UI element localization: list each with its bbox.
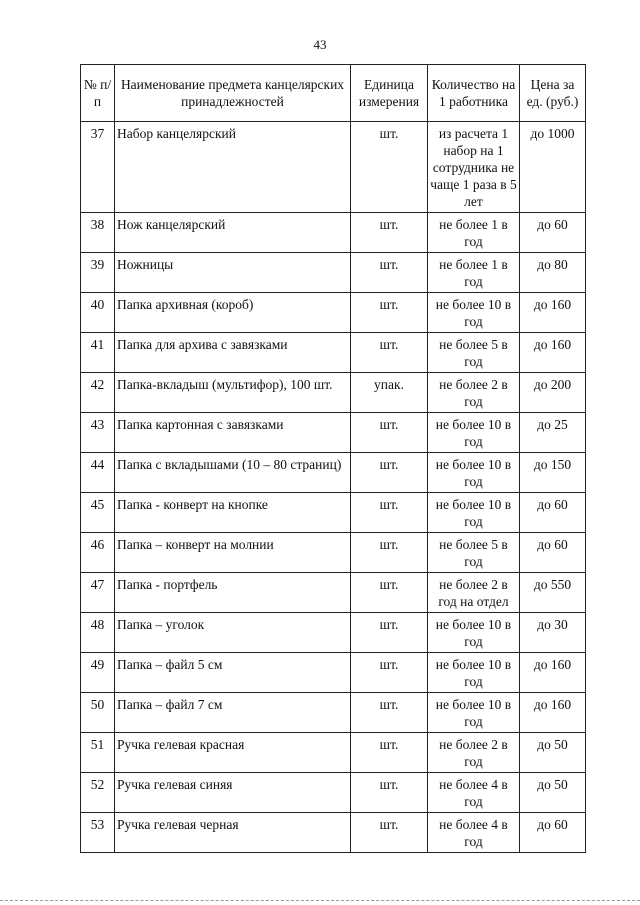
item-name: Ручка гелевая синяя	[115, 773, 351, 813]
bottom-rule	[0, 900, 640, 902]
item-unit: шт.	[351, 733, 428, 773]
item-name: Папка – файл 5 см	[115, 653, 351, 693]
item-price: до 60	[520, 213, 586, 253]
row-number: 50	[81, 693, 115, 733]
table-row	[81, 773, 586, 813]
item-name: Папка – уголок	[115, 613, 351, 653]
item-name: Набор канцелярский	[115, 122, 351, 213]
header-price: Цена за ед. (руб.)	[520, 65, 586, 122]
table-row	[81, 333, 586, 373]
table-row	[81, 613, 586, 653]
row-number: 48	[81, 613, 115, 653]
item-unit: шт.	[351, 533, 428, 573]
table-header-row	[81, 65, 586, 122]
table-row	[81, 733, 586, 773]
item-quantity: не более 10 в год	[428, 693, 520, 733]
item-name: Папка картонная с завязками	[115, 413, 351, 453]
table-row	[81, 493, 586, 533]
item-name: Папка – файл 7 см	[115, 693, 351, 733]
table-row	[81, 122, 586, 213]
table-body	[81, 122, 586, 853]
table-row	[81, 253, 586, 293]
item-unit: шт.	[351, 573, 428, 613]
item-unit: шт.	[351, 813, 428, 853]
item-quantity: не более 10 в год	[428, 453, 520, 493]
item-quantity: не более 10 в год	[428, 293, 520, 333]
row-number: 45	[81, 493, 115, 533]
item-quantity: не более 2 в год	[428, 373, 520, 413]
item-quantity: не более 2 в год на отдел	[428, 573, 520, 613]
row-number: 37	[81, 122, 115, 213]
row-number: 39	[81, 253, 115, 293]
row-number: 43	[81, 413, 115, 453]
item-price: до 550	[520, 573, 586, 613]
table-row	[81, 413, 586, 453]
item-name: Ручка гелевая черная	[115, 813, 351, 853]
item-name: Ручка гелевая красная	[115, 733, 351, 773]
item-unit: шт.	[351, 653, 428, 693]
item-unit: шт.	[351, 453, 428, 493]
item-unit: шт.	[351, 293, 428, 333]
item-unit: шт.	[351, 213, 428, 253]
item-price: до 50	[520, 733, 586, 773]
table-row	[81, 213, 586, 253]
item-name: Папка – конверт на молнии	[115, 533, 351, 573]
item-price: до 160	[520, 653, 586, 693]
item-unit: шт.	[351, 693, 428, 733]
row-number: 44	[81, 453, 115, 493]
row-number: 49	[81, 653, 115, 693]
supplies-table	[80, 64, 586, 853]
table-row	[81, 533, 586, 573]
item-price: до 80	[520, 253, 586, 293]
row-number: 40	[81, 293, 115, 333]
item-price: до 25	[520, 413, 586, 453]
item-name: Папка - конверт на кнопке	[115, 493, 351, 533]
item-unit: шт.	[351, 253, 428, 293]
table-row	[81, 813, 586, 853]
row-number: 46	[81, 533, 115, 573]
header-num: № п/п	[81, 65, 115, 122]
item-name: Папка - портфель	[115, 573, 351, 613]
item-price: до 160	[520, 333, 586, 373]
item-unit: шт.	[351, 333, 428, 373]
row-number: 47	[81, 573, 115, 613]
item-quantity: не более 10 в год	[428, 413, 520, 453]
item-quantity: не более 1 в год	[428, 213, 520, 253]
item-quantity: не более 2 в год	[428, 733, 520, 773]
row-number: 41	[81, 333, 115, 373]
table-row	[81, 293, 586, 333]
item-name: Папка с вкладышами (10 – 80 страниц)	[115, 453, 351, 493]
item-price: до 200	[520, 373, 586, 413]
item-price: до 60	[520, 813, 586, 853]
table-row	[81, 453, 586, 493]
item-price: до 160	[520, 293, 586, 333]
item-unit: шт.	[351, 413, 428, 453]
item-unit: шт.	[351, 493, 428, 533]
header-name: Наименование предмета канцелярских принадлежностей	[115, 65, 351, 122]
item-unit: шт.	[351, 122, 428, 213]
row-number: 42	[81, 373, 115, 413]
header-unit: Единица измерения	[351, 65, 428, 122]
page-number: 43	[313, 37, 327, 52]
item-unit: шт.	[351, 773, 428, 813]
item-price: до 150	[520, 453, 586, 493]
item-name: Папка-вкладыш (мультифор), 100 шт.	[115, 373, 351, 413]
item-quantity: не более 4 в год	[428, 773, 520, 813]
item-name: Папка архивная (короб)	[115, 293, 351, 333]
item-quantity: не более 5 в год	[428, 533, 520, 573]
item-quantity: не более 4 в год	[428, 813, 520, 853]
item-price: до 160	[520, 693, 586, 733]
table-row	[81, 573, 586, 613]
item-quantity: не более 10 в год	[428, 613, 520, 653]
row-number: 53	[81, 813, 115, 853]
item-price: до 1000	[520, 122, 586, 213]
item-quantity: из расчета 1 набор на 1 сотрудника не чаще 1 раза в 5 лет	[428, 122, 520, 213]
table-row	[81, 653, 586, 693]
item-price: до 50	[520, 773, 586, 813]
row-number: 51	[81, 733, 115, 773]
item-unit: упак.	[351, 373, 428, 413]
item-quantity: не более 1 в год	[428, 253, 520, 293]
item-price: до 60	[520, 493, 586, 533]
header-qty: Количество на 1 работника	[428, 65, 520, 122]
row-number: 52	[81, 773, 115, 813]
item-name: Ножницы	[115, 253, 351, 293]
item-quantity: не более 10 в год	[428, 493, 520, 533]
item-name: Нож канцелярский	[115, 213, 351, 253]
item-price: до 30	[520, 613, 586, 653]
item-quantity: не более 10 в год	[428, 653, 520, 693]
table-row	[81, 373, 586, 413]
item-unit: шт.	[351, 613, 428, 653]
item-quantity: не более 5 в год	[428, 333, 520, 373]
row-number: 38	[81, 213, 115, 253]
item-name: Папка для архива с завязками	[115, 333, 351, 373]
item-price: до 60	[520, 533, 586, 573]
table-row	[81, 693, 586, 733]
